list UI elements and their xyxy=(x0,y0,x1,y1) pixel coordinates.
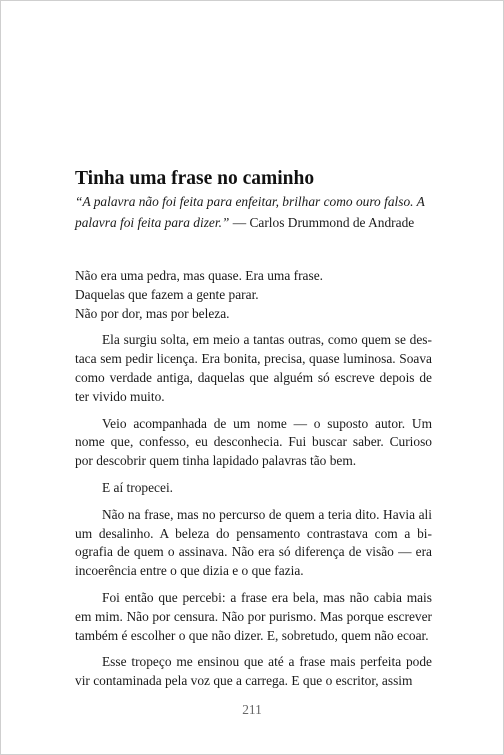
opening-line: Não era uma pedra, mas quase. Era uma frase. xyxy=(75,268,323,283)
chapter-title: Tinha uma frase no caminho xyxy=(75,168,315,189)
opening-lines xyxy=(75,267,432,323)
chapter-body xyxy=(75,267,432,691)
page-number: 211 xyxy=(242,702,262,717)
epigraph-attribution: — Carlos Drummond de Andrade xyxy=(229,215,415,230)
epigraph xyxy=(75,191,432,233)
body-paragraph: E aí tropecei. xyxy=(102,479,174,495)
page-content xyxy=(75,167,432,691)
body-paragraph: Não na frase, mas no percurso de quem a teria dito. Havia ali um desalinho. A beleza do pensamento contrastava com a biografia de quem o assinava. Não era só diferença de visão — era incoerência entre o que dizia e o que fazia. xyxy=(75,506,432,579)
body-paragraph: Foi então que percebi: a frase era bela, mas não cabia mais em mim. Não por censura. Não por purismo. Mas porque escrever também é escolher o que não dizer. E, sobretudo, quem não ecoar. xyxy=(75,589,432,643)
opening-line: Daquelas que fazem a gente parar. xyxy=(75,286,259,302)
body-paragraph: Ela surgiu solta, em meio a tantas outras, como quem se destaca sem pedir licença. Era bonita, precisa, quase luminosa. Soava como verdade antiga, daquelas que alguém só escreve depois de ter vivido muito. xyxy=(75,332,432,404)
body-paragraph: Veio acompanhada de um nome — o suposto autor. Um nome que, confesso, eu desconhecia. Fui buscar saber. Curioso por descobrir quem tinha lapidado palavras tão bem. xyxy=(75,415,432,469)
body-paragraph: Esse tropeço me ensinou que até a frase mais perfeita pode vir contaminada pela voz que a carrega. E que o escritor, assim xyxy=(75,654,432,689)
epigraph-quote: “A palavra não foi feita para enfeitar, brilhar como ouro falso. A palavra foi feita para dizer.” xyxy=(75,194,425,230)
opening-line: Não por dor, mas por beleza. xyxy=(75,305,230,321)
